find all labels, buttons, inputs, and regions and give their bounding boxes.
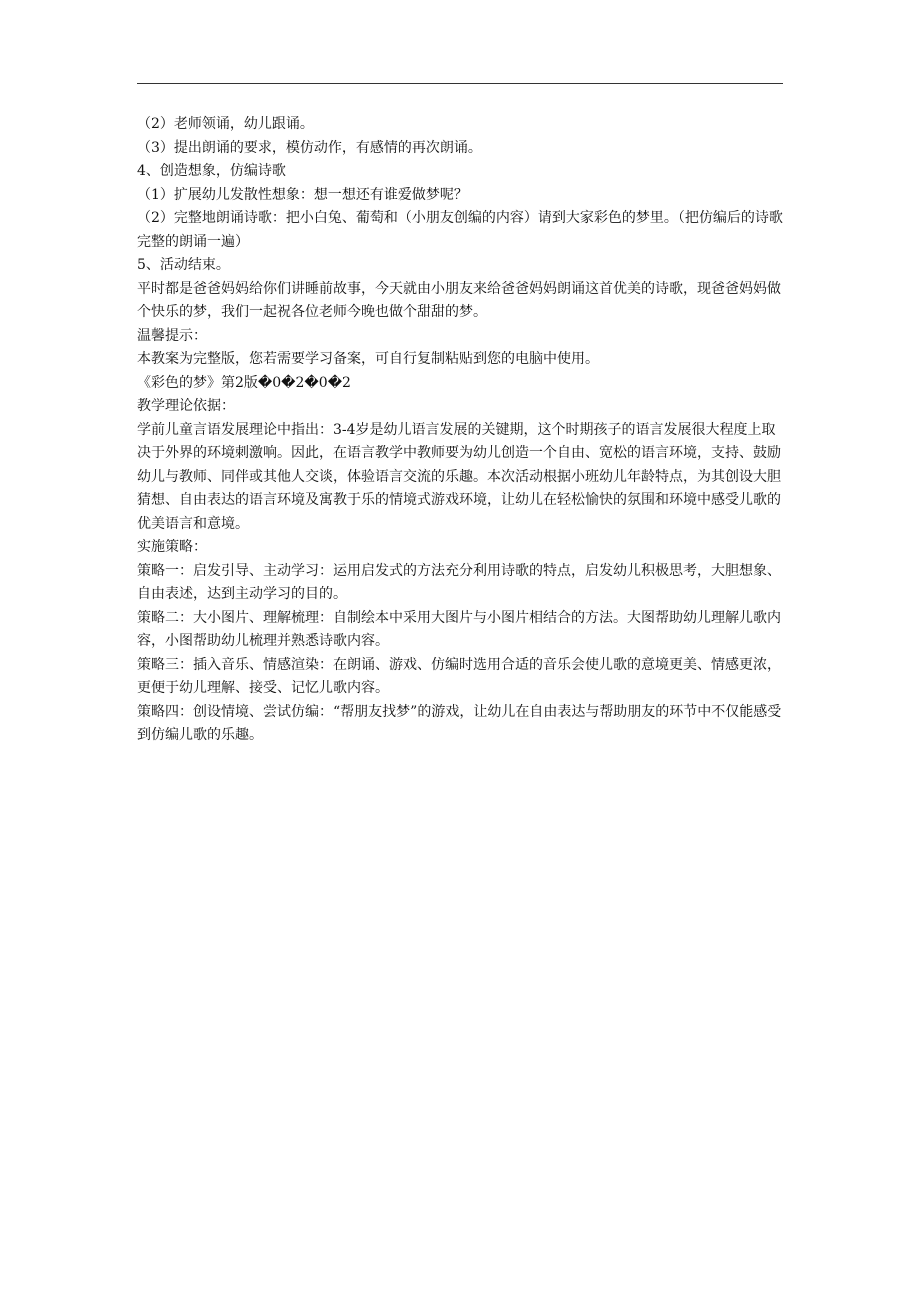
paragraph: 策略三：插入音乐、情感渲染：在朗诵、游戏、仿编时选用合适的音乐会使儿歌的意境更美、情感更浓，更便于幼儿理解、接受、记忆儿歌内容。 — [137, 656, 781, 696]
paragraph: 温馨提示： — [137, 327, 207, 344]
paragraph: 平时都是爸爸妈妈给你们讲睡前故事，今天就由小朋友来给爸爸妈妈朗诵这首优美的诗歌，现爸爸妈妈做个快乐的梦，我们一起祝各位老师今晚也做个甜甜的梦。 — [137, 280, 781, 320]
paragraph: 《彩色的梦》第2版�0�2�0�2 — [137, 374, 351, 391]
paragraph: 4、创造想象，仿编诗歌 — [137, 163, 286, 179]
paragraph: 学前儿童言语发展理论中指出：3-4岁是幼儿语言发展的关键期，这个时期孩子的语言发展很大程度上取决于外界的环境刺激响。因此，在语言教学中教师要为幼儿创造一个自由、宽松的语言环境，支持、鼓励幼儿与教师、同伴或其他人交谈，体验语言交流的乐趣。本次活动根据小班幼儿年龄特点，为其创设大胆猜想、自由表达的语言环境及寓教于乐的情境式游戏环境，让幼儿在轻松愉快的氛围和环境中感受儿歌的优美语言和意境。 — [137, 421, 781, 532]
paragraph: （2）完整地朗诵诗歌：把小白兔、葡萄和（小朋友创编的内容）请到大家彩色的梦里。（把仿编后的诗歌完整的朗诵一遍） — [137, 210, 783, 250]
paragraph: 实施策略： — [137, 539, 207, 555]
paragraph: 教学理论依据： — [137, 398, 235, 414]
document-body — [137, 113, 785, 748]
paragraph: 5、活动结束。 — [137, 257, 230, 273]
paragraph: （1）扩展幼儿发散性想象：想一想还有谁爱做梦呢？ — [137, 186, 468, 203]
paragraph: 本教案为完整版，您若需要学习备案，可自行复制粘贴到您的电脑中使用。 — [137, 351, 599, 367]
header-rule — [137, 83, 783, 84]
paragraph: 策略四：创设情境、尝试仿编：“帮朋友找梦”的游戏，让幼儿在自由表达与帮助朋友的环节中不仅能感受到仿编儿歌的乐趣。 — [137, 703, 782, 743]
paragraph: （2）老师领诵，幼儿跟诵。 — [137, 116, 314, 132]
paragraph: （3）提出朗诵的要求，模仿动作，有感情的再次朗诵。 — [137, 139, 482, 156]
paragraph: 策略二：大小图片、理解梳理：自制绘本中采用大图片与小图片相结合的方法。大图帮助幼儿理解儿歌内容，小图帮助幼儿梳理并熟悉诗歌内容。 — [137, 609, 781, 649]
paragraph: 策略一：启发引导、主动学习：运用启发式的方法充分利用诗歌的特点，启发幼儿积极思考，大胆想象、自由表述，达到主动学习的目的。 — [137, 562, 781, 602]
